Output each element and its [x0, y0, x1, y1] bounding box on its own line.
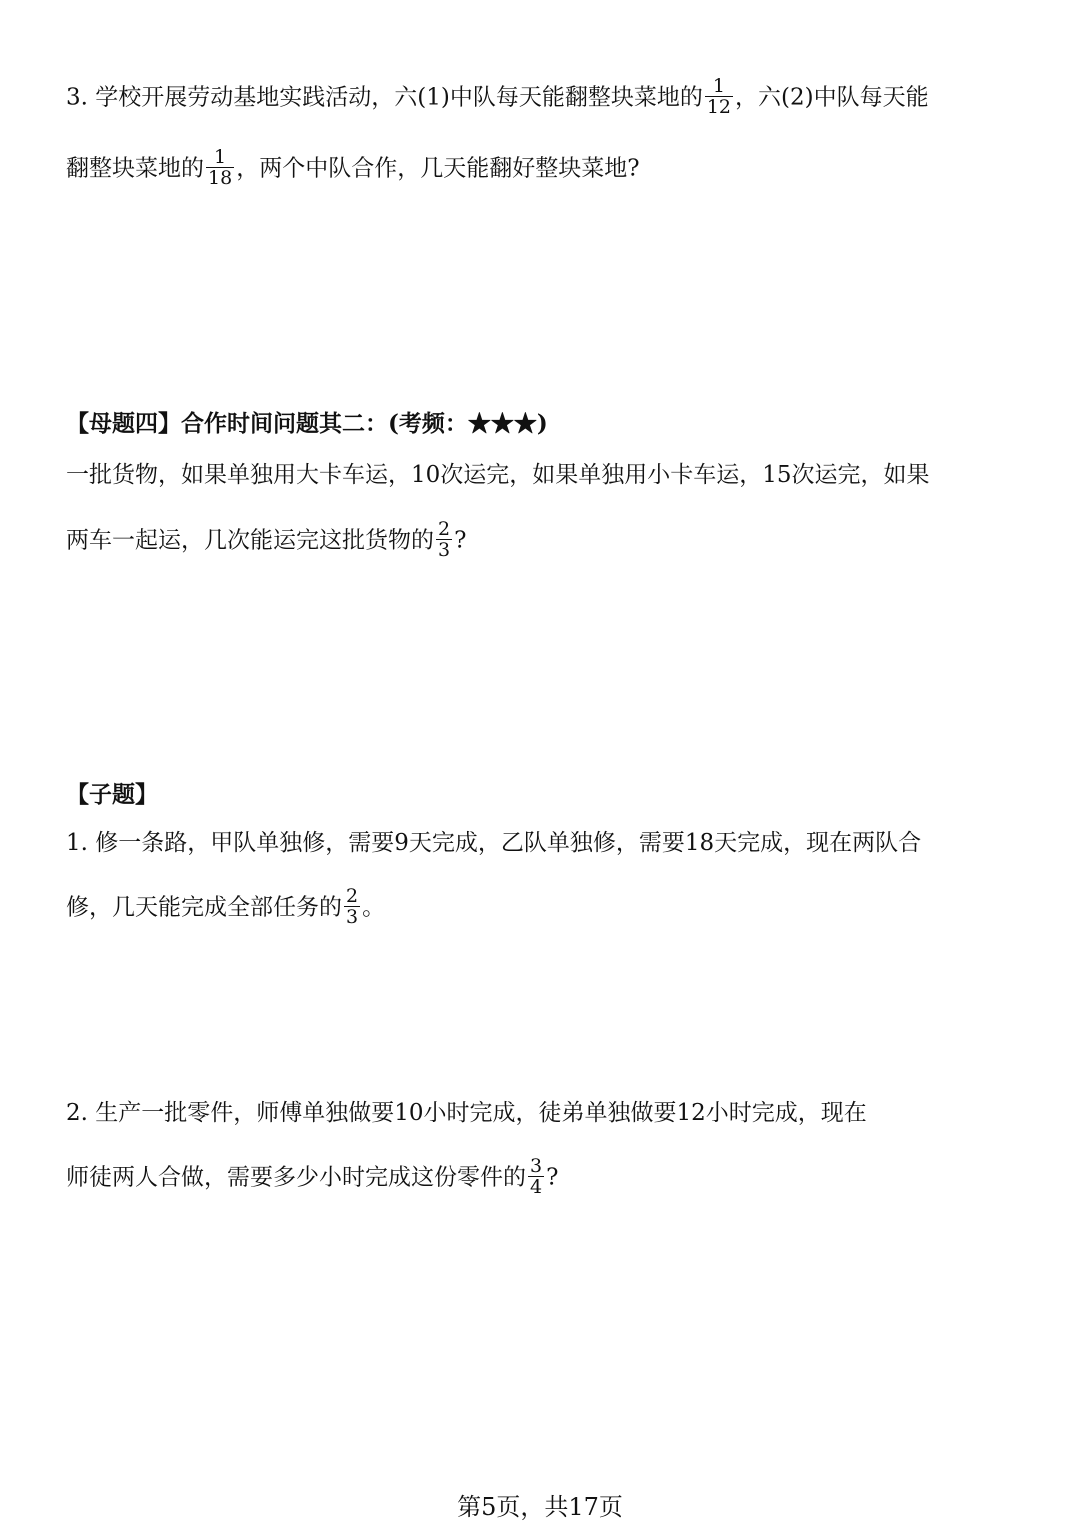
fraction-2-3: $\frac{2}{3}$ — [438, 518, 451, 561]
fraction-2-3: $\frac{2}{3}$ — [346, 885, 359, 928]
subproblem-1-line-1: 1. 修一条路，甲队单独修，需要9天完成，乙队单独修，需要18天完成，现在两队合 — [66, 830, 922, 856]
section-heading-mother-problem-4: 【母题四】合作时间问题其二：(考频：★★★) — [66, 410, 548, 437]
page-number: 第5页，共17页 — [457, 1493, 623, 1521]
fraction-1-12: $\frac{1}{12}$ — [706, 75, 732, 118]
question-3-line-1: 3. 学校开展劳动基地实践活动，六(1)中队每天能翻整块菜地的 $\frac{1}{12}$ ，六(2)中队每天能 — [66, 75, 929, 118]
mother-problem-4-line-2: 两车一起运，几次能运完这批货物的 $\frac{2}{3}$ ? — [66, 518, 467, 561]
section-heading-subproblems: 【子题】 — [66, 781, 158, 808]
fraction-1-18: $\frac{1}{18}$ — [208, 146, 233, 189]
subproblem-1-line-2: 修，几天能完成全部任务的 $\frac{2}{3}$ 。 — [66, 885, 386, 928]
question-3-text: 3. 学校开展劳动基地实践活动，六(1)中队每天能翻整块菜地的 — [66, 84, 703, 111]
fraction-3-4: $\frac{3}{4}$ — [530, 1155, 543, 1198]
subproblem-2-line-2: 师徒两人合做，需要多少小时完成这份零件的 $\frac{3}{4}$ ? — [66, 1155, 559, 1198]
question-3-line-2: 翻整块菜地的 $\frac{1}{18}$ ，两个中队合作，几天能翻好整块菜地? — [66, 146, 640, 189]
subproblem-2-line-1: 2. 生产一批零件，师傅单独做要10小时完成，徒弟单独做要12小时完成，现在 — [66, 1100, 867, 1126]
mother-problem-4-line-1: 一批货物，如果单独用大卡车运，10次运完，如果单独用小卡车运，15次运完，如果 — [66, 462, 930, 488]
